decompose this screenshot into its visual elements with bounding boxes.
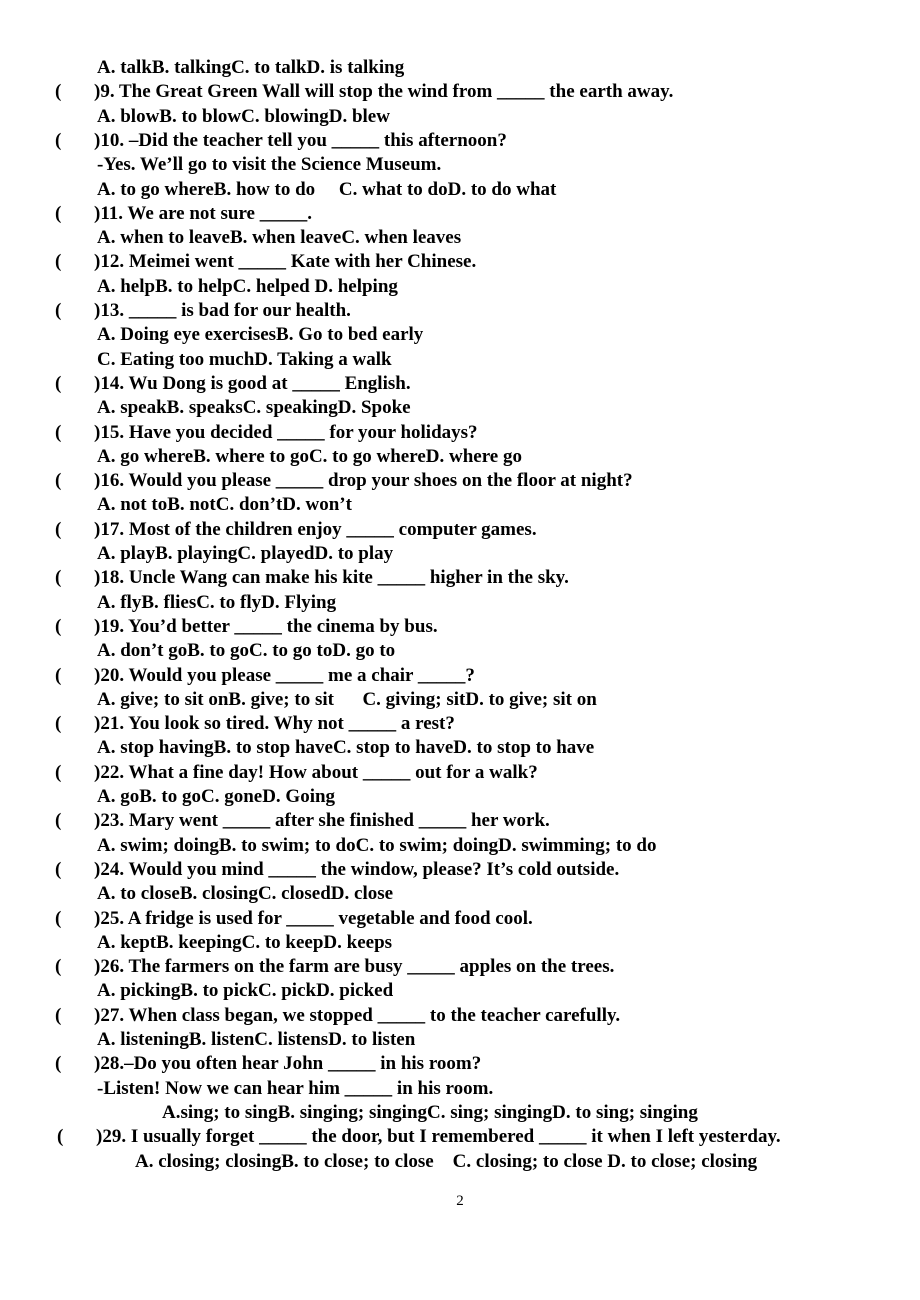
question-line: )14. Wu Dong is good at _____ English. bbox=[94, 372, 411, 394]
options-line: A. keptB. keepingC. to keepD. keeps bbox=[97, 931, 393, 953]
answer-paren: ( bbox=[55, 664, 62, 686]
answer-paren: ( bbox=[55, 251, 62, 273]
answer-paren: ( bbox=[57, 1126, 64, 1148]
options-line: A. closing; closingB. to close; to close C. closing; to close D. to close; closing bbox=[135, 1150, 758, 1172]
question-line: )29. I usually forget _____ the door, but I remembered _____ it when I left yesterday. bbox=[96, 1126, 781, 1148]
question-line: )23. Mary went _____ after she finished _____ her work. bbox=[94, 810, 550, 832]
question-line: )9. The Great Green Wall will stop the wind from _____ the earth away. bbox=[94, 81, 674, 103]
options-line: A. don’t goB. to goC. to go toD. go to bbox=[97, 640, 396, 662]
options-line: A. give; to sit onB. give; to sit C. giving; sitD. to give; sit on bbox=[97, 688, 597, 710]
question-line: )24. Would you mind _____ the window, please? It’s cold outside. bbox=[94, 858, 620, 880]
options-line: A. stop havingB. to stop haveC. stop to haveD. to stop to have bbox=[97, 737, 595, 759]
options-line: A. goB. to goC. goneD. Going bbox=[97, 786, 336, 807]
options-line: A. swim; doingB. to swim; to doC. to swim; doingD. swimming; to do bbox=[97, 834, 657, 856]
options-line: A. pickingB. to pickC. pickD. picked bbox=[97, 980, 394, 1002]
answer-paren: ( bbox=[55, 567, 62, 589]
options-line: A. talkB. talkingC. to talkD. is talking bbox=[97, 57, 405, 78]
answer-paren: ( bbox=[55, 300, 62, 321]
options-line: A. listeningB. listenC. listensD. to listen bbox=[97, 1029, 416, 1050]
answer-paren: ( bbox=[55, 81, 62, 103]
question-line: )16. Would you please _____ drop your shoes on the floor at night? bbox=[94, 470, 633, 492]
answer-paren: ( bbox=[55, 1053, 62, 1075]
options-line: A. to go whereB. how to do C. what to doD. to do what bbox=[97, 178, 557, 200]
question-line: )21. You look so tired. Why not _____ a rest? bbox=[94, 713, 455, 735]
options-line: C. Eating too muchD. Taking a walk bbox=[97, 348, 392, 370]
options-line: A. speakB. speaksC. speakingD. Spoke bbox=[97, 397, 411, 419]
question-line: )25. A fridge is used for _____ vegetable and food cool. bbox=[94, 907, 533, 929]
options-line: A. when to leaveB. when leaveC. when leaves bbox=[97, 227, 462, 249]
options-line: A. flyB. fliesC. to flyD. Flying bbox=[97, 591, 337, 613]
answer-paren: ( bbox=[55, 615, 62, 637]
answer-paren: ( bbox=[55, 1004, 62, 1026]
question-line: )12. Meimei went _____ Kate with her Chinese. bbox=[94, 251, 477, 273]
question-line: )22. What a fine day! How about _____ out for a walk? bbox=[94, 761, 538, 783]
question-line: )13. _____ is bad for our health. bbox=[94, 300, 351, 321]
options-line: A. not toB. notC. don’tD. won’t bbox=[97, 494, 352, 516]
options-line: A. playB. playingC. playedD. to play bbox=[97, 543, 394, 564]
question-line: )19. You’d better _____ the cinema by bus. bbox=[94, 615, 438, 637]
answer-paren: ( bbox=[55, 129, 62, 151]
question-line: )28.–Do you often hear John _____ in his room? bbox=[94, 1053, 482, 1075]
question-line: )26. The farmers on the farm are busy _____ apples on the trees. bbox=[94, 956, 615, 978]
options-line: A. blowB. to blowC. blowingD. blew bbox=[97, 105, 390, 127]
question-line: )27. When class began, we stopped _____ to the teacher carefully. bbox=[94, 1004, 621, 1026]
answer-paren: ( bbox=[55, 713, 62, 735]
options-line: -Yes. We’ll go to visit the Science Museum. bbox=[97, 154, 442, 176]
answer-paren: ( bbox=[55, 421, 62, 443]
options-line: A.sing; to singB. singing; singingC. sing; singingD. to sing; singing bbox=[162, 1101, 698, 1123]
options-line: -Listen! Now we can hear him _____ in his room. bbox=[97, 1077, 494, 1099]
question-line: )18. Uncle Wang can make his kite _____ higher in the sky. bbox=[94, 567, 569, 589]
question-line: )10. –Did the teacher tell you _____ this afternoon? bbox=[94, 129, 507, 151]
options-line: A. to closeB. closingC. closedD. close bbox=[97, 883, 394, 905]
options-line: A. Doing eye exercisesB. Go to bed early bbox=[97, 324, 424, 346]
answer-paren: ( bbox=[55, 858, 62, 880]
answer-paren: ( bbox=[55, 202, 62, 224]
answer-paren: ( bbox=[55, 372, 62, 394]
options-line: A. helpB. to helpC. helped D. helping bbox=[97, 275, 398, 297]
question-line: )17. Most of the children enjoy _____ computer games. bbox=[94, 518, 537, 540]
answer-paren: ( bbox=[55, 518, 62, 540]
answer-paren: ( bbox=[55, 907, 62, 929]
question-line: )11. We are not sure _____. bbox=[94, 202, 312, 224]
page-number: 2 bbox=[456, 1193, 464, 1209]
answer-paren: ( bbox=[55, 810, 62, 832]
answer-paren: ( bbox=[55, 761, 62, 783]
question-line: )20. Would you please _____ me a chair _____? bbox=[94, 664, 475, 686]
options-line: A. go whereB. where to goC. to go whereD. where go bbox=[97, 445, 522, 467]
question-line: )15. Have you decided _____ for your holidays? bbox=[94, 421, 478, 443]
answer-paren: ( bbox=[55, 956, 62, 978]
answer-paren: ( bbox=[55, 470, 62, 492]
